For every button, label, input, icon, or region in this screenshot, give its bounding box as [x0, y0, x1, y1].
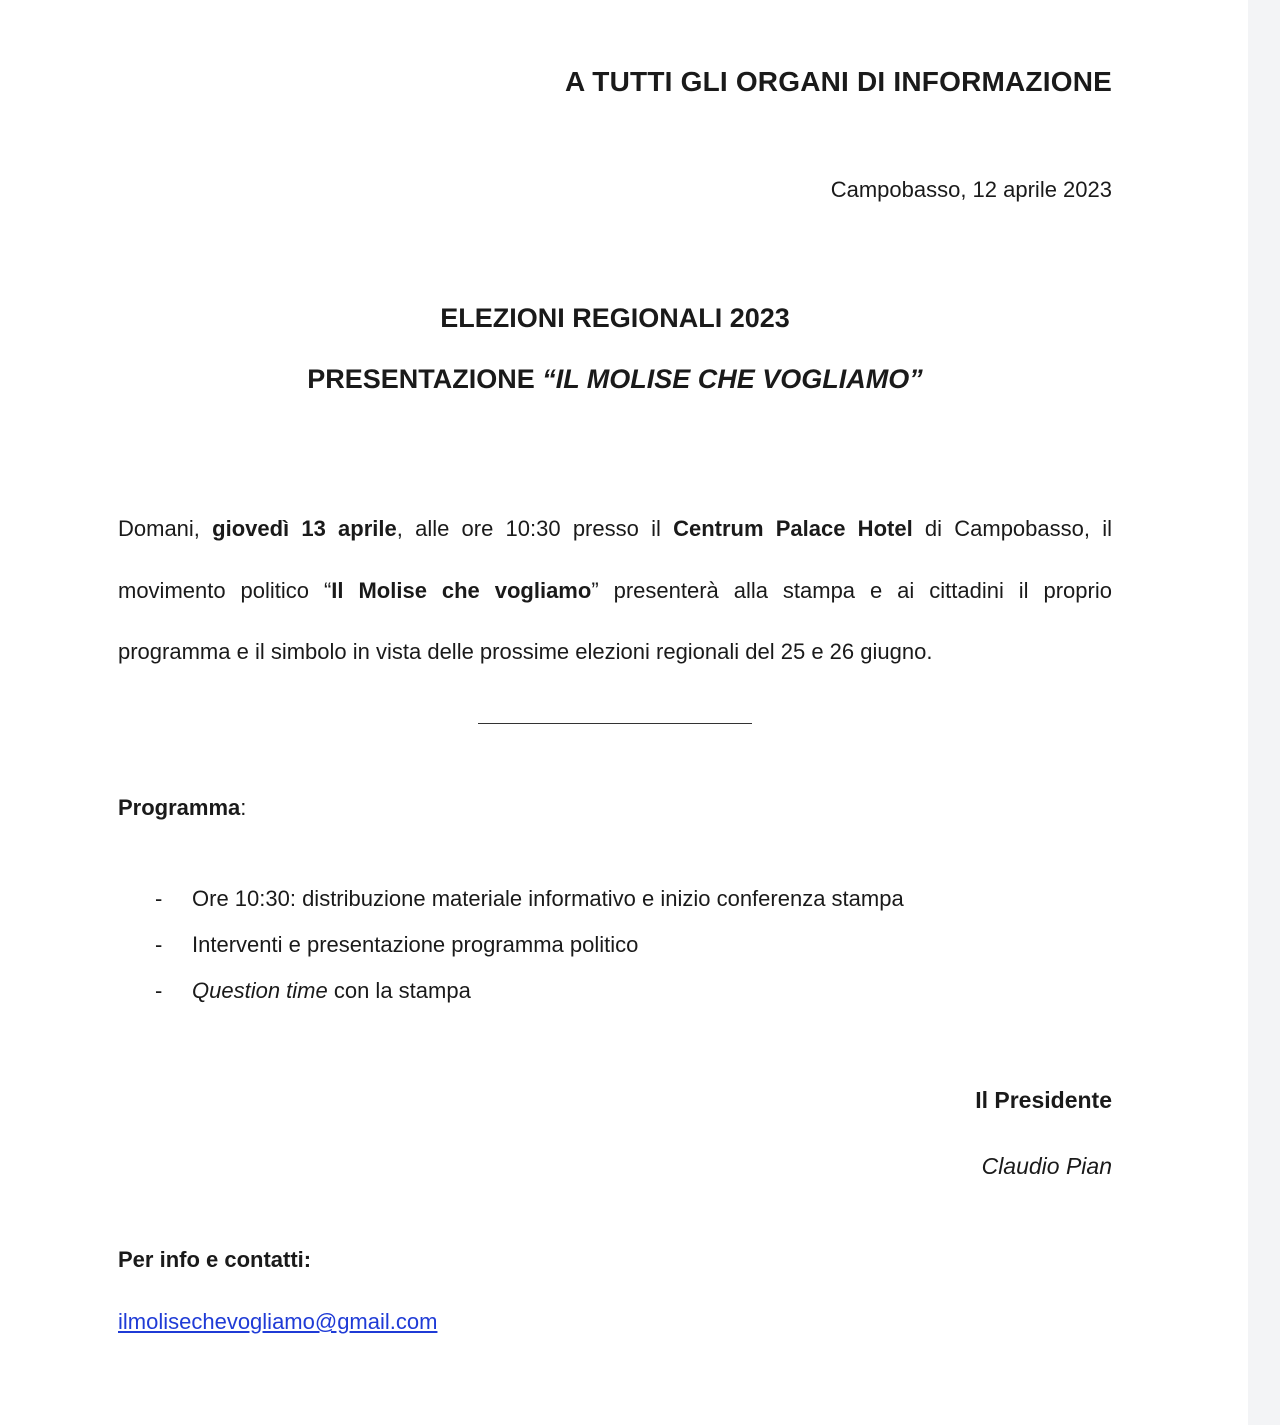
- body-text: Domani,: [118, 516, 213, 541]
- bullet-dash: -: [155, 932, 163, 957]
- list-item-text: con la stampa: [327, 978, 471, 1003]
- contacts-heading: Per info e contatti:: [118, 1247, 312, 1272]
- body-movement-bold: Il Molise che vogliamo: [331, 578, 592, 603]
- program-heading: [118, 795, 246, 821]
- list-item: [150, 978, 904, 1024]
- list-item-text: Ore 10:30: distribuzione materiale informativo e inizio conferenza stampa: [192, 886, 904, 911]
- list-item: [150, 886, 904, 932]
- body-text: ” presenterà alla stampa e ai cittadini il proprio: [591, 578, 1112, 603]
- program-heading-colon: :: [240, 795, 247, 820]
- list-item: [150, 932, 904, 978]
- body-text: movimento politico “: [118, 578, 332, 603]
- viewer-side-strip: [1248, 0, 1280, 1425]
- signature-role: Il Presidente: [975, 1087, 1112, 1113]
- document-subtitle: [118, 364, 1112, 395]
- program-list: [150, 886, 904, 1024]
- program-heading-label: Programma: [118, 795, 241, 820]
- subtitle-movement-name: “IL MOLISE CHE VOGLIAMO”: [542, 364, 923, 394]
- document-title: ELEZIONI REGIONALI 2023: [440, 303, 790, 333]
- body-line-3: programma e il simbolo in vista delle prossime elezioni regionali del 25 e 26 giugno.: [118, 639, 933, 664]
- body-text: , alle ore 10:30 presso il: [396, 516, 674, 541]
- list-item-italic-text: Question time: [192, 978, 328, 1003]
- contact-email-link[interactable]: ilmolisechevogliamo@gmail.com: [118, 1309, 438, 1334]
- signature-name: Claudio Pian: [981, 1153, 1112, 1179]
- body-venue-bold: Centrum Palace Hotel: [673, 516, 913, 541]
- body-text: di Campobasso, il: [912, 516, 1112, 541]
- body-line-1: [118, 518, 1112, 540]
- bullet-dash: -: [155, 978, 163, 1003]
- place-date: Campobasso, 12 aprile 2023: [830, 177, 1112, 202]
- bullet-dash: -: [155, 886, 163, 911]
- separator-line: [478, 723, 752, 724]
- list-item-text: Interventi e presentazione programma politico: [192, 932, 639, 957]
- subtitle-prefix: PRESENTAZIONE: [307, 364, 543, 394]
- body-date-bold: giovedì 13 aprile: [212, 516, 397, 541]
- body-line-2: [118, 580, 1112, 602]
- recipients-heading: A TUTTI GLI ORGANI DI INFORMAZIONE: [564, 66, 1112, 97]
